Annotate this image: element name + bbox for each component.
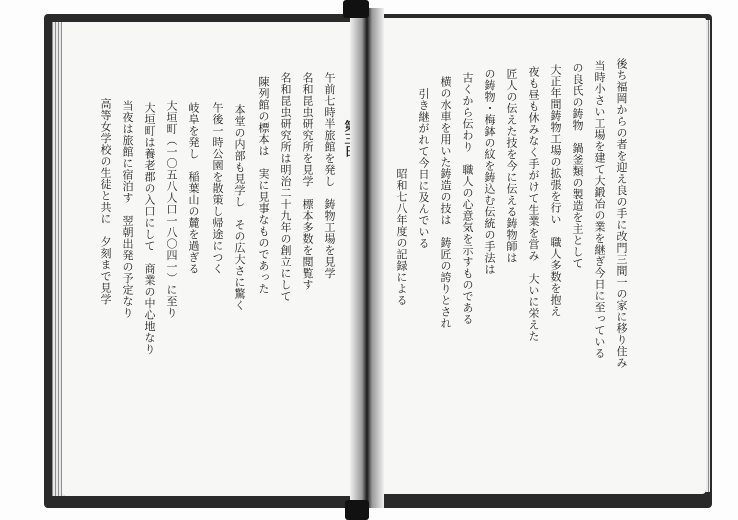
left-column-3: 名和昆虫研究所は明治二十九年の創立にして <box>279 72 292 302</box>
left-column-9: 大垣町は養老郡の入口にして 商業の中心地なり <box>143 102 156 355</box>
right-column-11: 昭和七八年度の記録による <box>395 168 408 306</box>
right-column-8: 古くから伝わり 職人の心意気を示すものである <box>461 72 474 325</box>
left-column-5: 本堂の内部も見学し その広大さに驚く <box>233 104 246 311</box>
left-column-11: 高等女学校の生徒と共に 夕刻まで見学 <box>99 98 112 305</box>
left-column-1: 午前七時半旅館を発し 鋳物工場を見学 <box>323 72 336 279</box>
right-column-5: 夜も昼も休みなく手がけて生業を営み 大いに栄えた <box>527 66 540 342</box>
left-page <box>62 22 362 496</box>
binding-clip-top <box>343 0 369 18</box>
right-column-1: 後ち福岡からの者を迎え良の手に改門三間一の家に移り住み <box>615 58 628 369</box>
left-column-4: 陳列館の標本は 実に見事なものであった <box>257 76 270 295</box>
binding-clip-bottom <box>345 500 369 520</box>
right-column-2: 当時小さい工場を建て大鍛冶の業を継ぎ今日に至っている <box>593 60 606 359</box>
right-page <box>372 18 706 494</box>
left-column-2: 名和昆虫研究所を見学 標本多数を閲覧す <box>301 72 314 291</box>
book-gutter <box>350 8 384 508</box>
right-column-4: 大正年間鋳物工場の拡張を行い 職人多数を抱え <box>549 64 562 317</box>
left-column-10: 当夜は旅館に宿泊す 翌朝出発の予定なり <box>121 100 134 319</box>
right-column-6: 匠人の伝えた技を今に伝える鋳物師は <box>505 68 518 264</box>
left-column-7: 岐阜を発し 稲葉山の麓を過ぎる <box>187 102 200 275</box>
right-column-9: 横の水車を用いた鋳造の技は 鋳匠の誇りとされ <box>439 76 452 329</box>
right-column-3: の良氏の鋳物 鍋釜類の製造を主として <box>571 62 584 269</box>
right-column-7: の鋳物・梅鉢の紋を鋳込む伝統の手法は <box>483 68 496 275</box>
right-column-10: 引き継がれて今日に及んでいる <box>417 88 430 249</box>
left-column-8: 大垣町（一〇五八人口一八〇四一）に至り <box>165 100 178 319</box>
left-column-6: 午後一時公園を散策し帰途につく <box>211 102 224 275</box>
